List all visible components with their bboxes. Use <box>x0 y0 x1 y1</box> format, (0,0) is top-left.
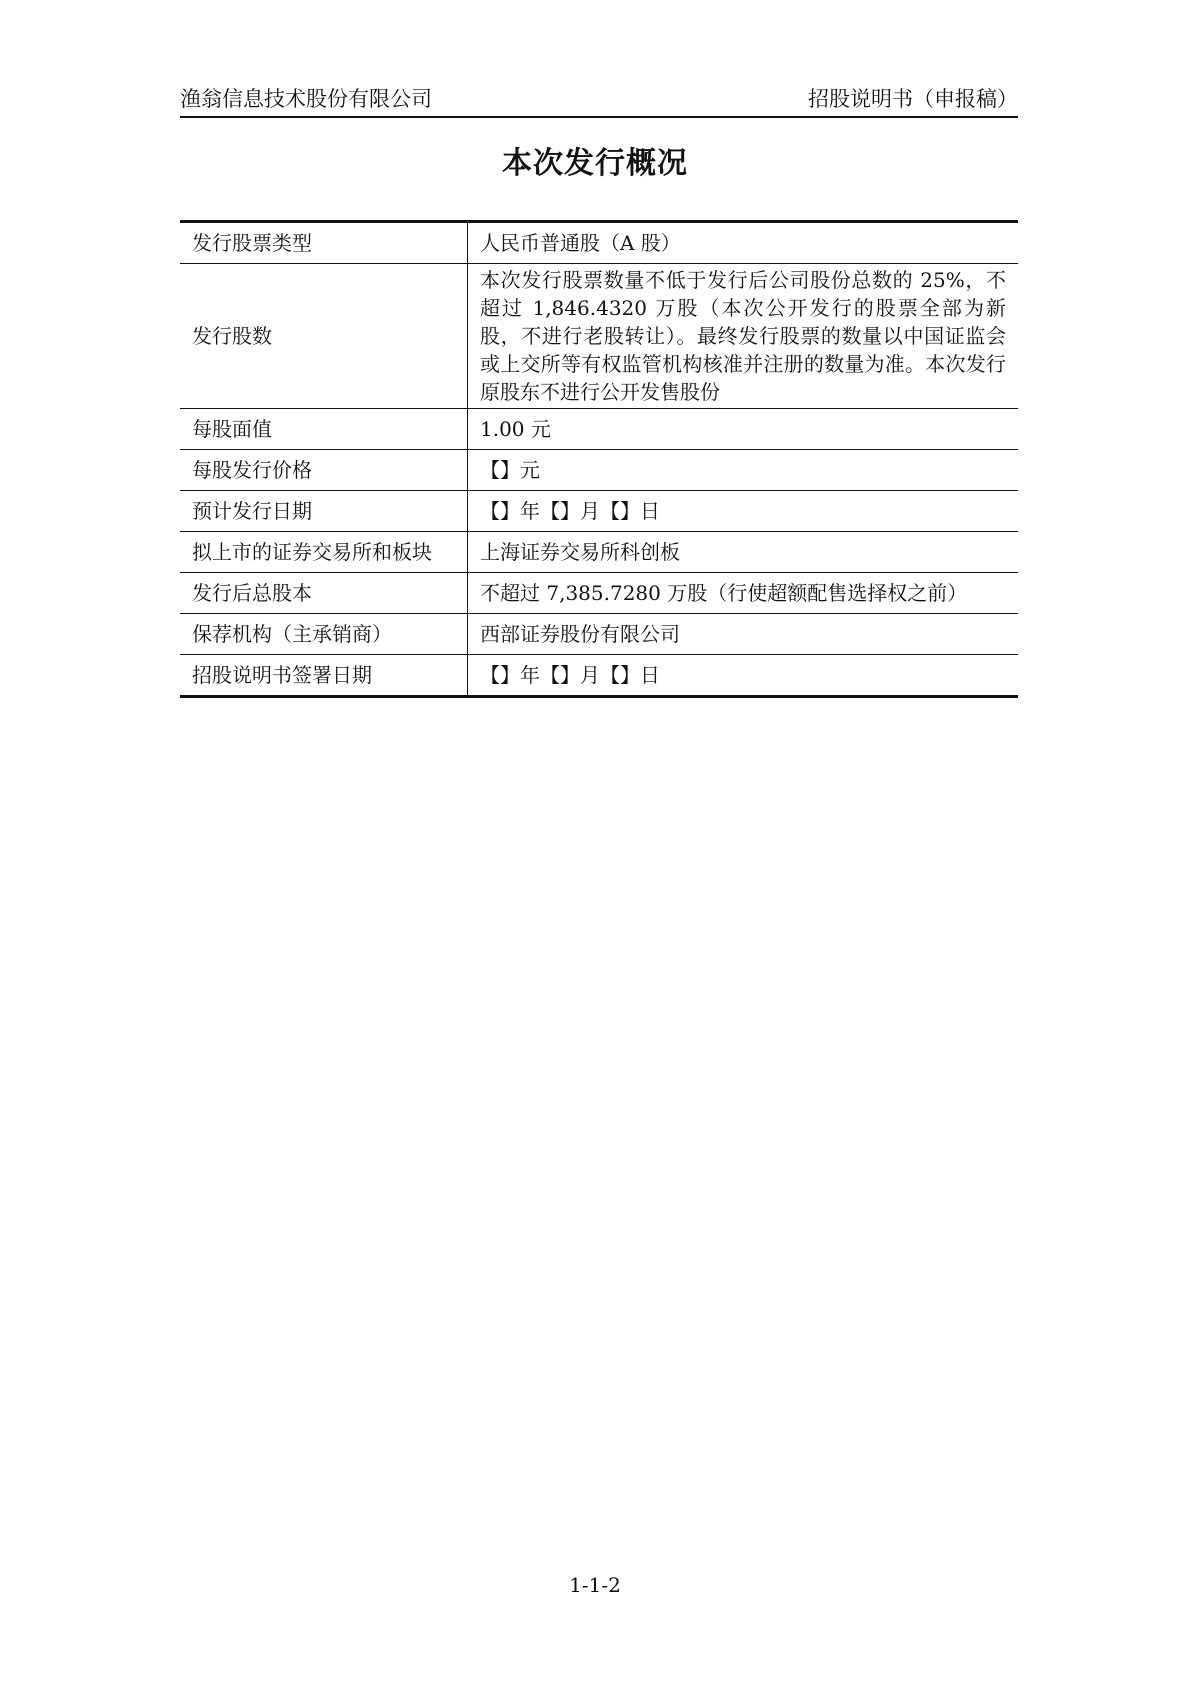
row-value-issue-date: 【】年【】月【】日 <box>468 491 1019 532</box>
table-row <box>180 573 1018 614</box>
share-count-description: 本次发行股票数量不低于发行后公司股份总数的 25%，不超过 1,846.4320 万股（本次公开发行的股票全部为新股，不进行老股转让）。最终发行股票的数量以中国证监会或上交所等有权监管机构核准并注册的数量为准。本次发行原股东不进行公开发售股份 <box>480 268 1006 404</box>
row-label-sponsor: 保荐机构（主承销商） <box>180 614 468 655</box>
row-value-par-value: 1.00 元 <box>468 409 1019 450</box>
table-row <box>180 222 1018 264</box>
row-label-issue-price: 每股发行价格 <box>180 450 468 491</box>
row-value-share-count <box>468 264 1019 409</box>
table-row <box>180 409 1018 450</box>
header-document-type: 招股说明书（申报稿） <box>808 87 1018 111</box>
row-label-total-capital: 发行后总股本 <box>180 573 468 614</box>
row-label-issue-date: 预计发行日期 <box>180 491 468 532</box>
table-row <box>180 655 1018 697</box>
row-label-par-value: 每股面值 <box>180 409 468 450</box>
row-label-exchange-board: 拟上市的证券交易所和板块 <box>180 532 468 573</box>
row-value-exchange-board: 上海证券交易所科创板 <box>468 532 1019 573</box>
table-row <box>180 532 1018 573</box>
page-header <box>180 86 1018 118</box>
row-value-stock-type: 人民币普通股（A 股） <box>480 231 681 255</box>
row-value-issue-price: 【】元 <box>468 450 1019 491</box>
row-value-signing-date: 【】年【】月【】日 <box>468 655 1019 697</box>
page-title: 本次发行概况 <box>502 146 688 181</box>
offering-overview-table <box>180 220 1018 698</box>
table-row <box>180 614 1018 655</box>
row-value-total-capital: 不超过 7,385.7280 万股（行使超额配售选择权之前） <box>468 573 1019 614</box>
header-company-name: 渔翁信息技术股份有限公司 <box>180 87 432 111</box>
row-label-stock-type: 发行股票类型 <box>180 222 468 264</box>
row-label-signing-date: 招股说明书签署日期 <box>180 655 468 697</box>
page-number: 1-1-2 <box>569 1573 621 1597</box>
table-row <box>180 264 1018 409</box>
row-value-sponsor: 西部证券股份有限公司 <box>468 614 1019 655</box>
table-row <box>180 491 1018 532</box>
table-row <box>180 450 1018 491</box>
row-label-share-count: 发行股数 <box>180 264 468 409</box>
